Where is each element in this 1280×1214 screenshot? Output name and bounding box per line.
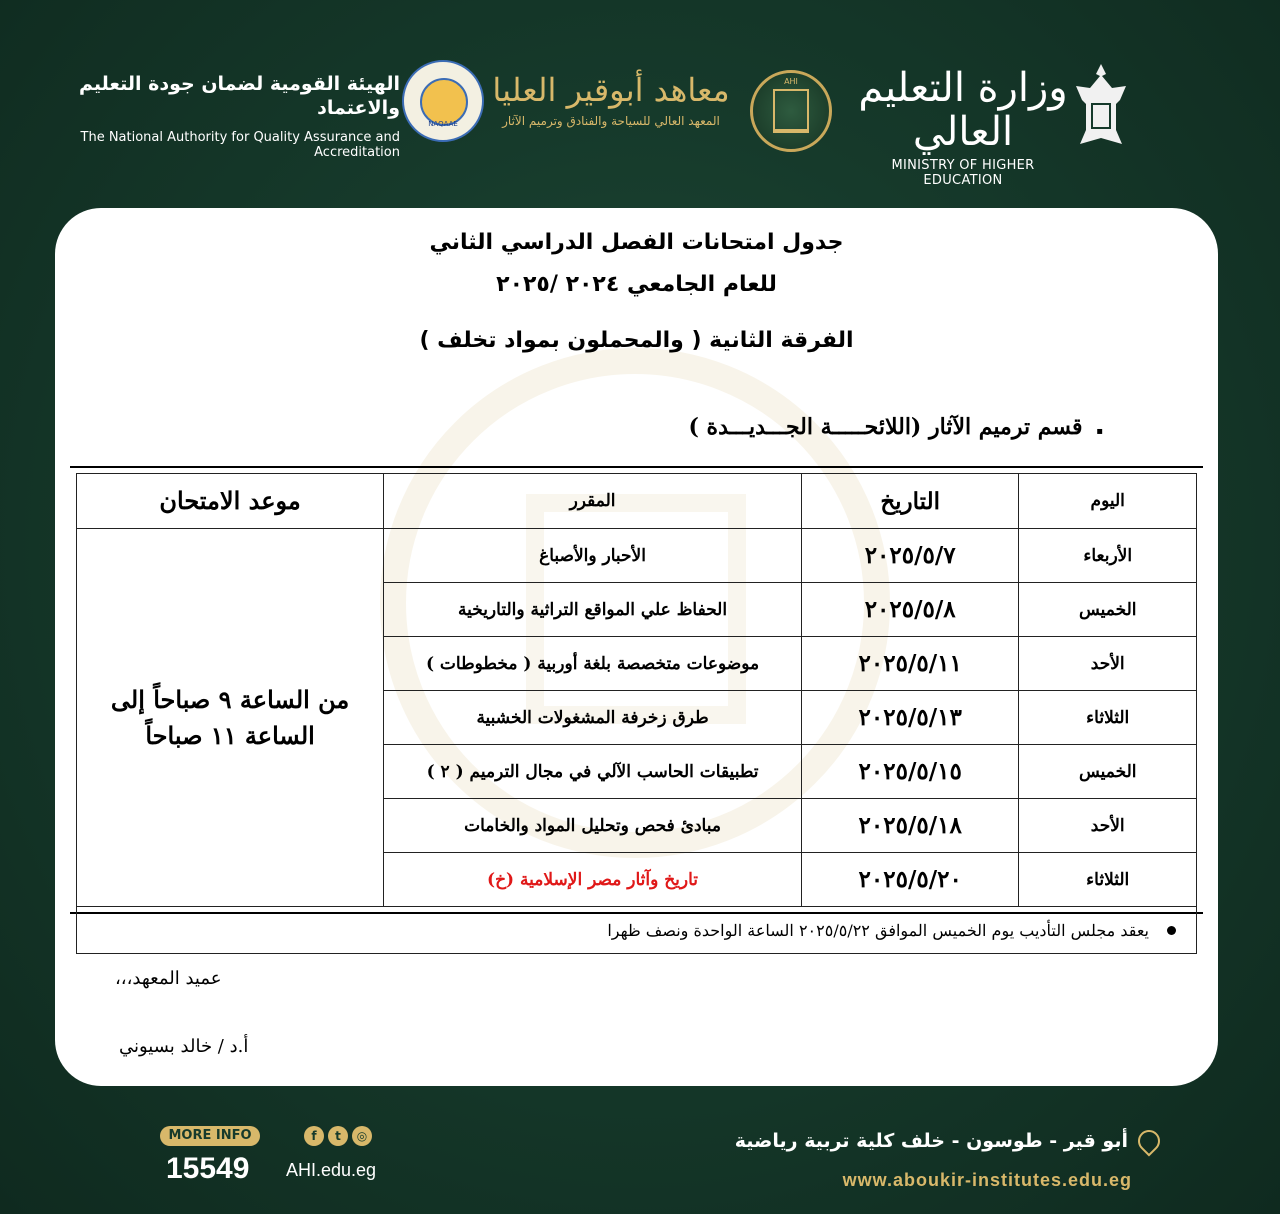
header-time: موعد الامتحان: [77, 474, 384, 529]
address: [735, 1130, 1160, 1152]
cell-date: ٢٠٢٥/٥/١٣: [801, 691, 1019, 745]
student-level: الفرقة الثانية ( والمحملون بمواد تخلف ): [419, 328, 854, 353]
egypt-eagle-icon: [1072, 60, 1130, 152]
cell-course: الأحبار والأصباغ: [384, 529, 802, 583]
cell-day: الأحد: [1019, 637, 1197, 691]
cell-exam-time: من الساعة ٩ صباحاً إلى الساعة ١١ صباحاً: [77, 529, 384, 907]
signature-role: عميد المعهد،،،: [115, 968, 222, 989]
cell-day: الخميس: [1019, 745, 1197, 799]
cell-course: الحفاظ علي المواقع التراثية والتاريخية: [384, 583, 802, 637]
cell-course: مبادئ فحص وتحليل المواد والخامات: [384, 799, 802, 853]
schedule-card: [55, 208, 1218, 1086]
institute-subtitle: المعهد العالي للسياحة والفنادق وترميم الآثار: [502, 114, 720, 128]
twitter-icon[interactable]: t: [328, 1126, 348, 1146]
address-text: أبو قير - طوسون - خلف كلية تربية رياضية: [734, 1130, 1128, 1152]
naqaae-badge-label: NAQAAE: [428, 120, 458, 128]
disciplinary-note: [76, 906, 1197, 954]
seal-label: AHI: [784, 77, 798, 86]
door-icon: [773, 89, 809, 133]
table-row: [77, 529, 1197, 583]
naqaae-emblem-icon: [420, 78, 468, 126]
ministry-logo-text: [858, 66, 1068, 188]
note-text: يعقد مجلس التأديب يوم الخميس الموافق ٢٠٢٥/٥/٢٢ الساعة الواحدة ونصف ظهرا: [607, 920, 1149, 940]
cell-date: ٢٠٢٥/٥/١٥: [801, 745, 1019, 799]
cell-course: موضوعات متخصصة بلغة أوربية ( مخطوطات ): [384, 637, 802, 691]
naqaae-name-en: The National Authority for Quality Assurance and Accreditation: [80, 130, 400, 160]
department-heading: [688, 414, 1103, 440]
header-course: المقرر: [384, 474, 802, 529]
cell-date: ٢٠٢٥/٥/٧: [801, 529, 1019, 583]
ahi-seal-logo: [750, 70, 832, 152]
cell-day: الثلاثاء: [1019, 691, 1197, 745]
cell-date: ٢٠٢٥/٥/١٨: [801, 799, 1019, 853]
website-full-link[interactable]: www.aboukir-institutes.edu.eg: [842, 1170, 1132, 1190]
bullet-icon: [1167, 926, 1176, 935]
bullet-icon: ▪: [1096, 426, 1103, 437]
naqaae-name-ar: الهيئة القومية لضمان جودة التعليم والاعتماد: [78, 73, 400, 119]
naqaae-text: [60, 72, 400, 160]
cell-course-highlighted: تاريخ وآثار مصر الإسلامية (خ): [384, 853, 802, 907]
cell-day: الأربعاء: [1019, 529, 1197, 583]
table-header-row: [77, 474, 1197, 529]
more-info-badge: MORE INFO: [160, 1126, 260, 1146]
cell-course: تطبيقات الحاسب الآلي في مجال الترميم ( ٢ ): [384, 745, 802, 799]
cell-date: ٢٠٢٥/٥/١١: [801, 637, 1019, 691]
ministry-name-en: MINISTRY OF HIGHER EDUCATION: [891, 158, 1035, 188]
schedule-table: [76, 473, 1197, 907]
cell-day: الثلاثاء: [1019, 853, 1197, 907]
academic-year: للعام الجامعي ٢٠٢٤ /٢٠٢٥: [496, 272, 777, 297]
facebook-icon[interactable]: f: [304, 1126, 324, 1146]
cell-date: ٢٠٢٥/٥/٨: [801, 583, 1019, 637]
instagram-icon[interactable]: ◎: [352, 1126, 372, 1146]
cell-course: طرق زخرفة المشغولات الخشبية: [384, 691, 802, 745]
schedule-table-frame: [70, 466, 1203, 914]
cell-day: الأحد: [1019, 799, 1197, 853]
cell-date: ٢٠٢٥/٥/٢٠: [801, 853, 1019, 907]
naqaae-logo: [402, 60, 484, 142]
ministry-name-ar: وزارة التعليم العالي: [858, 65, 1068, 155]
department-name: قسم ترميم الآثار (اللائحـــــة الجـــديـــدة ): [688, 414, 1083, 440]
document-title: جدول امتحانات الفصل الدراسي الثاني: [429, 230, 844, 255]
header: [0, 0, 1280, 190]
signature-name: أ.د / خالد بسيوني: [119, 1036, 249, 1057]
hotline-number[interactable]: 15549: [166, 1152, 250, 1185]
header-date: التاريخ: [801, 474, 1019, 529]
website-short-link[interactable]: AHI.edu.eg: [286, 1160, 377, 1180]
location-pin-icon: [1133, 1125, 1164, 1156]
social-links: [304, 1126, 372, 1146]
institute-name-ar: معاهد أبوقير العليا: [492, 71, 730, 109]
institute-logo-text: [486, 72, 736, 128]
cell-day: الخميس: [1019, 583, 1197, 637]
header-day: اليوم: [1019, 474, 1197, 529]
